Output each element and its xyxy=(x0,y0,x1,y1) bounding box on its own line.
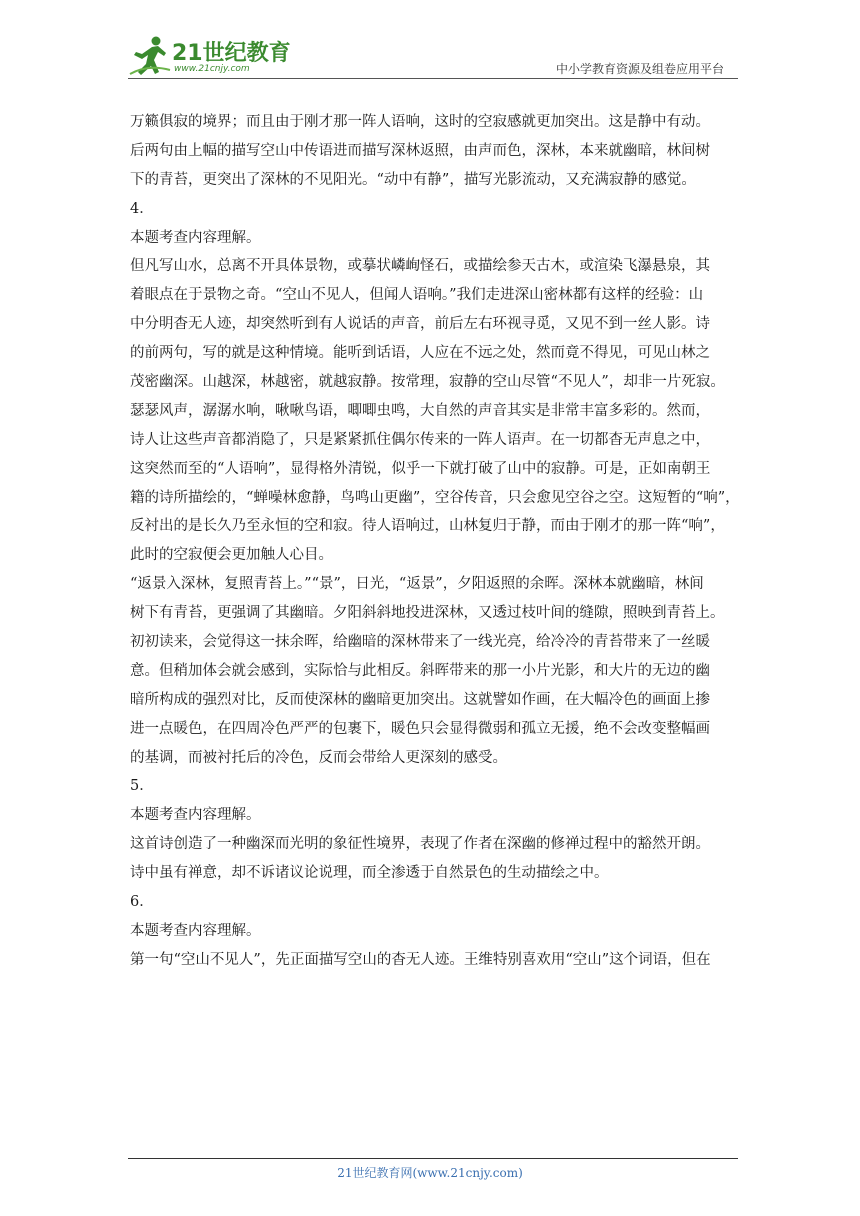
text-line: 第一句“空山不见人”，先正面描写空山的杳无人迹。王维特别喜欢用“空山”这个词语，但在 xyxy=(130,951,711,968)
text-line: 反衬出的是长久乃至永恒的空和寂。待人语响过，山林复归于静，而由于刚才的那一阵“响”， xyxy=(130,518,725,535)
logo xyxy=(128,34,308,78)
text-line: 万籁俱寂的境界；而且由于刚才那一阵人语响，这时的空寂感就更加突出。这是静中有动。 xyxy=(130,114,710,130)
logo-text: 21世纪教育 xyxy=(172,41,291,66)
text-line: 暗所构成的强烈对比，反而使深林的幽暗更加突出。这就譬如作画，在大幅冷色的画面上掺 xyxy=(130,691,710,708)
text-line: 的前两句，写的就是这种情境。能听到话语，人应在不远之处，然而竟不得见，可见山林之 xyxy=(130,345,710,362)
text-line: 后两句由上幅的描写空山中传语进而描写深林返照，由声而色，深林，本来就幽暗，林间树 xyxy=(130,142,710,159)
text-line: 4． xyxy=(130,200,154,217)
text-line: 下的青苔，更突出了深林的不见阳光。“动中有静”，描写光影流动，又充满寂静的感觉。 xyxy=(130,171,696,188)
header-divider xyxy=(128,78,738,79)
runner-logo-icon xyxy=(128,34,172,78)
text-line: 初初读来，会觉得这一抹余晖，给幽暗的深林带来了一线光亮，给冷冷的青苔带来了一丝暖 xyxy=(130,634,710,651)
logo-url: www.21cnjy.com xyxy=(174,64,250,74)
text-line: 这首诗创造了一种幽深而光明的象征性境界，表现了作者在深幽的修禅过程中的豁然开朗。 xyxy=(130,836,710,853)
text-line: “返景入深林，复照青苔上。”“景”，日光，“返景”，夕阳返照的余晖。深林本就幽暗，林间 xyxy=(130,576,704,593)
text-line: 本题考查内容理解。 xyxy=(130,807,261,824)
text-line: 树下有青苔，更强调了其幽暗。夕阳斜斜地投进深林，又透过枝叶间的缝隙，照映到青苔上。 xyxy=(130,605,725,622)
text-line: 但凡写山水，总离不开具体景物，或摹状嶙峋怪石，或描绘参天古木，或渲染飞瀑悬泉，其 xyxy=(130,258,710,275)
platform-label: 中小学教育资源及组卷应用平台 xyxy=(555,62,724,76)
text-line: 茂密幽深。山越深，林越密，就越寂静。按常理，寂静的空山尽管“不见人”，却非一片死寂。 xyxy=(130,374,725,391)
footer-divider xyxy=(128,1158,738,1159)
document-body xyxy=(130,108,740,975)
text-line: 这突然而至的“人语响”，显得格外清锐，似乎一下就打破了山中的寂静。可是，正如南朝王 xyxy=(130,460,711,477)
text-line: 本题考查内容理解。 xyxy=(130,229,261,246)
text-line: 6． xyxy=(130,894,154,911)
text-line: 的基调，而被衬托后的冷色，反而会带给人更深刻的感受。 xyxy=(130,749,507,766)
text-line: 中分明杳无人迹，却突然听到有人说话的声音，前后左右环视寻觅，又见不到一丝人影。诗 xyxy=(130,316,710,333)
text-line: 此时的空寂便会更加触人心目。 xyxy=(130,547,333,564)
text-line: 进一点暖色，在四周冷色严严的包裹下，暖色只会显得微弱和孤立无援，绝不会改变整幅画 xyxy=(130,720,710,737)
text-line: 籍的诗所描绘的，“蝉噪林愈静，鸟鸣山更幽”，空谷传音，只会愈见空谷之空。这短暂的“响”， xyxy=(130,489,740,506)
text-line: 5． xyxy=(130,778,154,795)
text-line: 诗人让这些声音都消隐了，只是紧紧抓住偶尔传来的一阵人语声。在一切都杳无声息之中， xyxy=(130,431,710,448)
text-line: 诗中虽有禅意，却不诉诸议论说理，而全渗透于自然景色的生动描绘之中。 xyxy=(130,865,609,882)
page-footer: 21世纪教育网(www.21cnjy.com) xyxy=(337,1166,523,1180)
page-header xyxy=(128,28,738,80)
text-line: 着眼点在于景物之奇。“空山不见人，但闻人语响。”我们走进深山密林都有这样的经验：山 xyxy=(130,287,704,304)
text-line: 本题考查内容理解。 xyxy=(130,922,261,939)
text-line: 瑟瑟风声，潺潺水响，啾啾鸟语，唧唧虫鸣，大自然的声音其实是非常丰富多彩的。然而， xyxy=(130,402,710,419)
text-line: 意。但稍加体会就会感到，实际恰与此相反。斜晖带来的那一小片光影，和大片的无边的幽 xyxy=(130,662,710,679)
